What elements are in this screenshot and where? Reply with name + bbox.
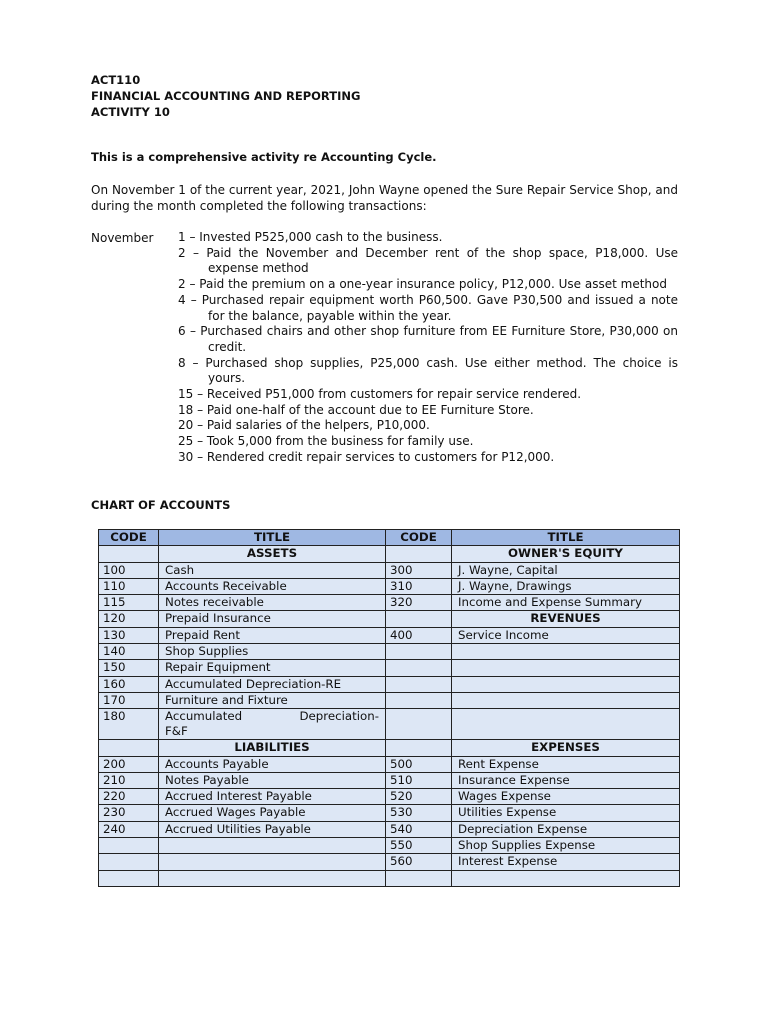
transaction-item: 4 – Purchased repair equipment worth P60,500. Gave P30,500 and issued a note for the balance, payable within the year. bbox=[178, 292, 678, 323]
table-cell bbox=[159, 870, 386, 886]
transaction-item: 18 – Paid one-half of the account due to EE Furniture Store. bbox=[178, 402, 534, 417]
transaction-item: 2 – Paid the November and December rent of the shop space, P18,000. Use expense method bbox=[178, 245, 678, 276]
table-cell: Accounts Payable bbox=[159, 756, 386, 772]
table-cell bbox=[159, 709, 386, 740]
intro-text: This is a comprehensive activity re Accounting Cycle. bbox=[91, 150, 437, 164]
table-body bbox=[99, 546, 680, 887]
table-cell: Depreciation Expense bbox=[452, 821, 680, 837]
table-cell: J. Wayne, Capital bbox=[452, 562, 680, 578]
transaction-item: 20 – Paid salaries of the helpers, P10,000. bbox=[178, 418, 430, 433]
table-cell: 530 bbox=[386, 805, 452, 821]
course-title: FINANCIAL ACCOUNTING AND REPORTING bbox=[91, 89, 361, 103]
intro-paragraph: On November 1 of the current year, 2021, John Wayne opened the Sure Repair Service Shop, and during the month completed the following transactions: bbox=[91, 183, 678, 213]
table-row bbox=[99, 692, 680, 708]
table-cell: 100 bbox=[99, 562, 159, 578]
account-title-continuation: F&F bbox=[165, 724, 188, 739]
table-cell: Shop Supplies bbox=[159, 644, 386, 660]
table-cell: 180 bbox=[99, 709, 159, 740]
table-row bbox=[99, 821, 680, 837]
table-cell: 170 bbox=[99, 692, 159, 708]
table-cell: Accrued Wages Payable bbox=[159, 805, 386, 821]
table-cell: 550 bbox=[386, 838, 452, 854]
table-cell: Notes receivable bbox=[159, 595, 386, 611]
table-cell bbox=[386, 709, 452, 740]
table-cell bbox=[159, 838, 386, 854]
table-row bbox=[99, 562, 680, 578]
table-cell bbox=[159, 854, 386, 870]
table-cell bbox=[99, 870, 159, 886]
table-row bbox=[99, 740, 680, 756]
table-cell: 210 bbox=[99, 772, 159, 788]
table-row bbox=[99, 611, 680, 627]
table-cell: 510 bbox=[386, 772, 452, 788]
table-cell: Prepaid Rent bbox=[159, 627, 386, 643]
table-row bbox=[99, 578, 680, 594]
table-cell bbox=[452, 676, 680, 692]
table-cell: 400 bbox=[386, 627, 452, 643]
table-cell: ASSETS bbox=[159, 546, 386, 562]
transactions-list bbox=[178, 230, 678, 466]
table-cell: Cash bbox=[159, 562, 386, 578]
table-cell: Wages Expense bbox=[452, 789, 680, 805]
table-cell: Notes Payable bbox=[159, 772, 386, 788]
column-header: TITLE bbox=[159, 530, 386, 546]
chart-of-accounts-table bbox=[98, 529, 680, 887]
table-cell: 240 bbox=[99, 821, 159, 837]
table-row bbox=[99, 772, 680, 788]
table-cell: Prepaid Insurance bbox=[159, 611, 386, 627]
table-row bbox=[99, 595, 680, 611]
column-header: TITLE bbox=[452, 530, 680, 546]
account-title-line: Accumulated Depreciation- bbox=[165, 709, 379, 724]
table-cell: 220 bbox=[99, 789, 159, 805]
table-cell: Utilities Expense bbox=[452, 805, 680, 821]
table-cell: EXPENSES bbox=[452, 740, 680, 756]
table-cell: Insurance Expense bbox=[452, 772, 680, 788]
table-cell: REVENUES bbox=[452, 611, 680, 627]
table-cell: 520 bbox=[386, 789, 452, 805]
table-cell: Service Income bbox=[452, 627, 680, 643]
table-cell: 110 bbox=[99, 578, 159, 594]
course-code: ACT110 bbox=[91, 73, 141, 87]
document-header bbox=[91, 72, 360, 120]
table-row bbox=[99, 676, 680, 692]
table-cell: Rent Expense bbox=[452, 756, 680, 772]
table-cell: J. Wayne, Drawings bbox=[452, 578, 680, 594]
table-cell bbox=[386, 660, 452, 676]
table-cell: Income and Expense Summary bbox=[452, 595, 680, 611]
table-row bbox=[99, 546, 680, 562]
table-cell: Furniture and Fixture bbox=[159, 692, 386, 708]
table-row bbox=[99, 805, 680, 821]
table-cell: 560 bbox=[386, 854, 452, 870]
table-cell: 140 bbox=[99, 644, 159, 660]
table-cell: 150 bbox=[99, 660, 159, 676]
transaction-item: 6 – Purchased chairs and other shop furniture from EE Furniture Store, P30,000 on credit. bbox=[178, 324, 678, 354]
table-cell: 115 bbox=[99, 595, 159, 611]
table-row bbox=[99, 870, 680, 886]
table-cell: 120 bbox=[99, 611, 159, 627]
table-cell bbox=[386, 740, 452, 756]
table-cell bbox=[386, 644, 452, 660]
table-row bbox=[99, 756, 680, 772]
table-cell bbox=[99, 546, 159, 562]
table-cell bbox=[386, 546, 452, 562]
table-cell: 200 bbox=[99, 756, 159, 772]
table-cell: Accrued Interest Payable bbox=[159, 789, 386, 805]
table-cell: Accumulated Depreciation-RE bbox=[159, 676, 386, 692]
table-cell bbox=[386, 870, 452, 886]
table-cell: 540 bbox=[386, 821, 452, 837]
transaction-item: 30 – Rendered credit repair services to customers for P12,000. bbox=[178, 449, 555, 464]
transaction-item: 15 – Received P51,000 from customers for repair service rendered. bbox=[178, 387, 582, 402]
table-cell bbox=[386, 611, 452, 627]
transaction-item: 1 – Invested P525,000 cash to the business. bbox=[178, 230, 443, 244]
table-cell bbox=[386, 692, 452, 708]
table-header-row bbox=[99, 530, 680, 546]
activity-title: ACTIVITY 10 bbox=[91, 105, 170, 119]
table-cell bbox=[452, 709, 680, 740]
table-cell bbox=[452, 870, 680, 886]
table-cell: LIABILITIES bbox=[159, 740, 386, 756]
table-cell: Accrued Utilities Payable bbox=[159, 821, 386, 837]
transaction-item: 2 – Paid the premium on a one-year insurance policy, P12,000. Use asset method bbox=[178, 277, 667, 292]
table-cell bbox=[452, 692, 680, 708]
transaction-item: 25 – Took 5,000 from the business for family use. bbox=[178, 434, 474, 449]
table-cell: Shop Supplies Expense bbox=[452, 838, 680, 854]
table-cell: 160 bbox=[99, 676, 159, 692]
table-cell: Interest Expense bbox=[452, 854, 680, 870]
table-cell: 500 bbox=[386, 756, 452, 772]
table-cell: 130 bbox=[99, 627, 159, 643]
table-row bbox=[99, 838, 680, 854]
table-row bbox=[99, 627, 680, 643]
table-cell: Accounts Receivable bbox=[159, 578, 386, 594]
table-row bbox=[99, 644, 680, 660]
chart-of-accounts-title: CHART OF ACCOUNTS bbox=[91, 498, 231, 512]
table-cell: 320 bbox=[386, 595, 452, 611]
column-header: CODE bbox=[386, 530, 452, 546]
table-cell bbox=[452, 660, 680, 676]
table-row bbox=[99, 660, 680, 676]
table-cell: Repair Equipment bbox=[159, 660, 386, 676]
table-cell: 300 bbox=[386, 562, 452, 578]
column-header: CODE bbox=[99, 530, 159, 546]
table-cell bbox=[452, 644, 680, 660]
table-row bbox=[99, 854, 680, 870]
transaction-item: 8 – Purchased shop supplies, P25,000 cash. Use either method. The choice is yours. bbox=[178, 355, 678, 386]
table-row bbox=[99, 789, 680, 805]
transactions-month-label: November bbox=[91, 231, 154, 245]
table-cell bbox=[386, 676, 452, 692]
table-cell bbox=[99, 740, 159, 756]
table-cell bbox=[99, 854, 159, 870]
table-cell: 230 bbox=[99, 805, 159, 821]
table-row bbox=[99, 709, 680, 740]
table-cell bbox=[99, 838, 159, 854]
table-cell: 310 bbox=[386, 578, 452, 594]
table-cell: OWNER'S EQUITY bbox=[452, 546, 680, 562]
